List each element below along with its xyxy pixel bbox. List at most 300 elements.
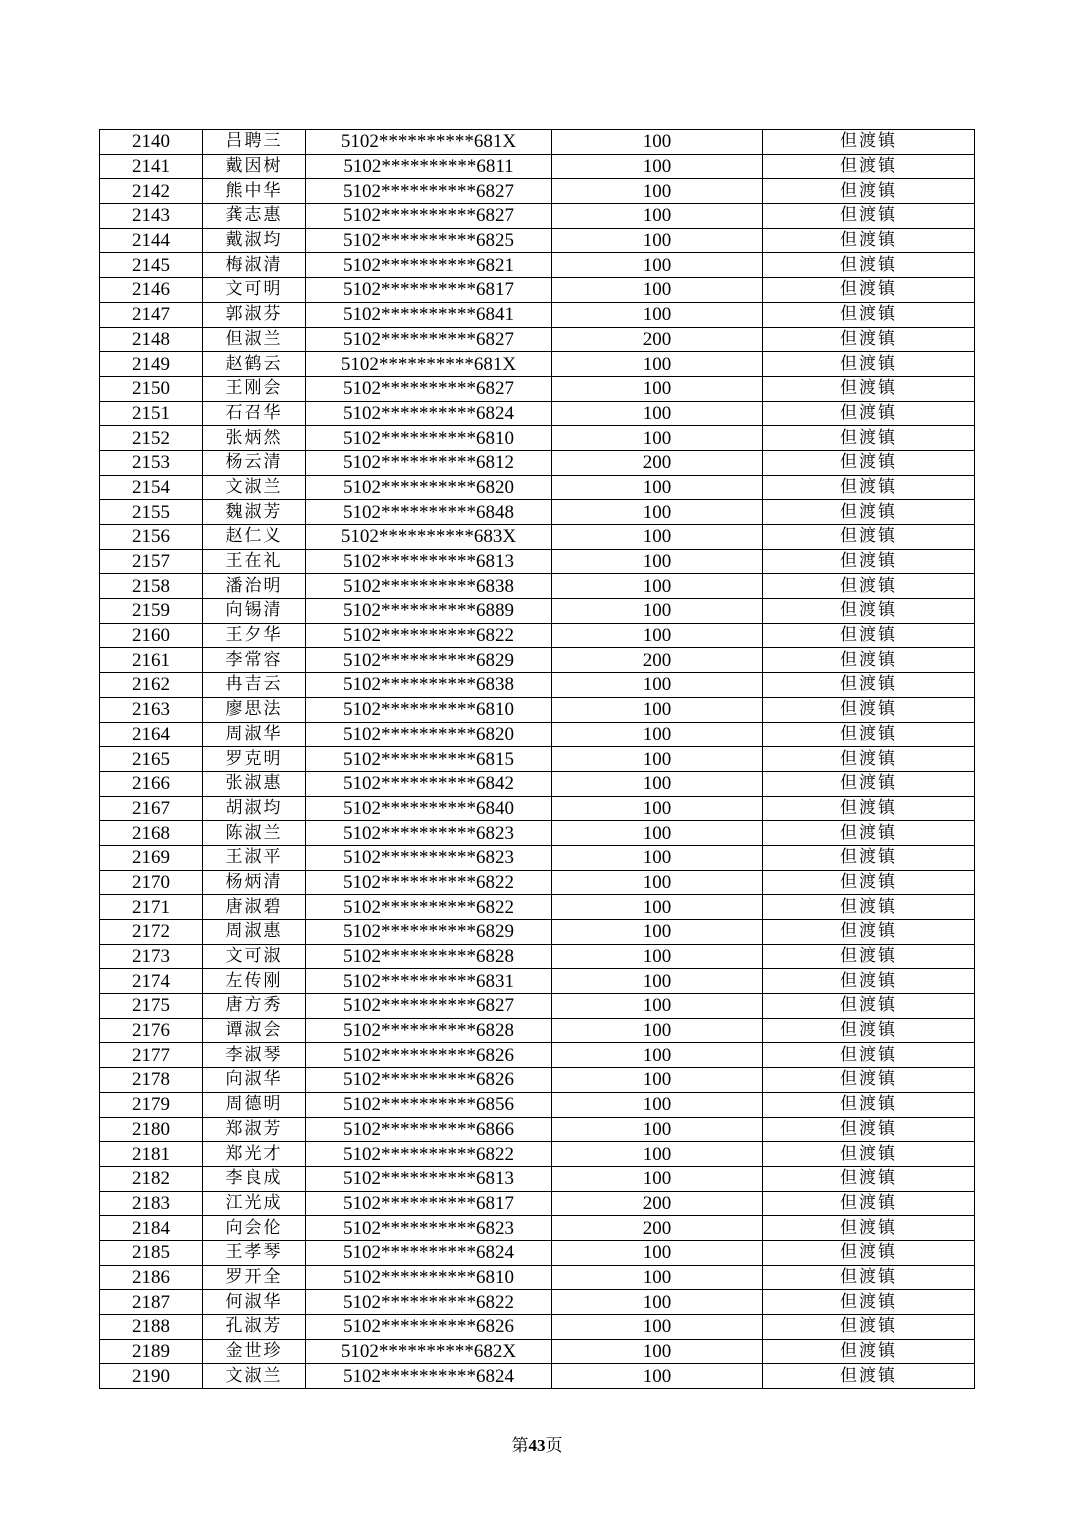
cell-town: 但渡镇 bbox=[763, 969, 975, 994]
table-row bbox=[100, 327, 975, 352]
cell-amount: 100 bbox=[552, 1339, 763, 1364]
cell-name: 周淑华 bbox=[203, 722, 306, 747]
cell-name: 赵鹤云 bbox=[203, 352, 306, 377]
cell-name: 冉吉云 bbox=[203, 673, 306, 698]
cell-number: 2187 bbox=[100, 1290, 203, 1315]
cell-town: 但渡镇 bbox=[763, 821, 975, 846]
table-row bbox=[100, 253, 975, 278]
cell-amount: 200 bbox=[552, 1216, 763, 1241]
page-number: 43 bbox=[528, 1436, 546, 1455]
cell-id-number: 5102**********6817 bbox=[306, 278, 552, 303]
table-row bbox=[100, 1364, 975, 1389]
cell-id-number: 5102**********6823 bbox=[306, 1216, 552, 1241]
table-row bbox=[100, 204, 975, 229]
cell-id-number: 5102**********6822 bbox=[306, 1290, 552, 1315]
cell-name: 罗克明 bbox=[203, 747, 306, 772]
cell-id-number: 5102**********6829 bbox=[306, 648, 552, 673]
cell-name: 孔淑芳 bbox=[203, 1315, 306, 1340]
cell-number: 2151 bbox=[100, 401, 203, 426]
cell-town: 但渡镇 bbox=[763, 870, 975, 895]
cell-town: 但渡镇 bbox=[763, 747, 975, 772]
table-row bbox=[100, 179, 975, 204]
cell-number: 2179 bbox=[100, 1092, 203, 1117]
cell-town: 但渡镇 bbox=[763, 130, 975, 155]
cell-town: 但渡镇 bbox=[763, 500, 975, 525]
cell-amount: 100 bbox=[552, 1092, 763, 1117]
cell-number: 2159 bbox=[100, 599, 203, 624]
cell-number: 2163 bbox=[100, 697, 203, 722]
cell-id-number: 5102**********6822 bbox=[306, 870, 552, 895]
cell-number: 2140 bbox=[100, 130, 203, 155]
cell-town: 但渡镇 bbox=[763, 1191, 975, 1216]
cell-id-number: 5102**********6856 bbox=[306, 1092, 552, 1117]
cell-town: 但渡镇 bbox=[763, 697, 975, 722]
cell-amount: 100 bbox=[552, 130, 763, 155]
cell-number: 2173 bbox=[100, 944, 203, 969]
cell-amount: 100 bbox=[552, 154, 763, 179]
cell-number: 2165 bbox=[100, 747, 203, 772]
cell-town: 但渡镇 bbox=[763, 1018, 975, 1043]
cell-name: 熊中华 bbox=[203, 179, 306, 204]
cell-amount: 100 bbox=[552, 525, 763, 550]
cell-id-number: 5102**********6826 bbox=[306, 1068, 552, 1093]
table-row bbox=[100, 1043, 975, 1068]
cell-amount: 100 bbox=[552, 1018, 763, 1043]
cell-amount: 200 bbox=[552, 648, 763, 673]
table-row bbox=[100, 1018, 975, 1043]
cell-town: 但渡镇 bbox=[763, 920, 975, 945]
cell-name: 江光成 bbox=[203, 1191, 306, 1216]
table-row bbox=[100, 426, 975, 451]
cell-name: 石召华 bbox=[203, 401, 306, 426]
cell-town: 但渡镇 bbox=[763, 599, 975, 624]
cell-town: 但渡镇 bbox=[763, 426, 975, 451]
cell-number: 2180 bbox=[100, 1117, 203, 1142]
table-row bbox=[100, 599, 975, 624]
cell-amount: 100 bbox=[552, 574, 763, 599]
cell-number: 2188 bbox=[100, 1315, 203, 1340]
cell-amount: 100 bbox=[552, 920, 763, 945]
cell-amount: 100 bbox=[552, 426, 763, 451]
cell-id-number: 5102**********6866 bbox=[306, 1117, 552, 1142]
cell-town: 但渡镇 bbox=[763, 525, 975, 550]
cell-amount: 100 bbox=[552, 821, 763, 846]
cell-name: 何淑华 bbox=[203, 1290, 306, 1315]
cell-name: 廖思法 bbox=[203, 697, 306, 722]
table-row bbox=[100, 1092, 975, 1117]
cell-number: 2143 bbox=[100, 204, 203, 229]
cell-number: 2148 bbox=[100, 327, 203, 352]
cell-town: 但渡镇 bbox=[763, 1043, 975, 1068]
cell-amount: 100 bbox=[552, 673, 763, 698]
cell-number: 2189 bbox=[100, 1339, 203, 1364]
cell-id-number: 5102**********6824 bbox=[306, 1364, 552, 1389]
table-row bbox=[100, 821, 975, 846]
cell-name: 戴淑均 bbox=[203, 228, 306, 253]
cell-amount: 100 bbox=[552, 771, 763, 796]
cell-id-number: 5102**********6889 bbox=[306, 599, 552, 624]
table-row bbox=[100, 376, 975, 401]
cell-number: 2174 bbox=[100, 969, 203, 994]
cell-amount: 100 bbox=[552, 944, 763, 969]
cell-id-number: 5102**********6823 bbox=[306, 821, 552, 846]
cell-number: 2185 bbox=[100, 1240, 203, 1265]
cell-id-number: 5102**********683X bbox=[306, 525, 552, 550]
table-row bbox=[100, 1290, 975, 1315]
cell-id-number: 5102**********6831 bbox=[306, 969, 552, 994]
cell-amount: 100 bbox=[552, 1117, 763, 1142]
cell-town: 但渡镇 bbox=[763, 376, 975, 401]
cell-id-number: 5102**********6841 bbox=[306, 302, 552, 327]
cell-name: 周德明 bbox=[203, 1092, 306, 1117]
cell-number: 2172 bbox=[100, 920, 203, 945]
cell-town: 但渡镇 bbox=[763, 228, 975, 253]
cell-town: 但渡镇 bbox=[763, 574, 975, 599]
cell-name: 王夕华 bbox=[203, 623, 306, 648]
cell-town: 但渡镇 bbox=[763, 253, 975, 278]
cell-id-number: 5102**********6829 bbox=[306, 920, 552, 945]
cell-amount: 100 bbox=[552, 401, 763, 426]
table-row bbox=[100, 401, 975, 426]
cell-amount: 100 bbox=[552, 796, 763, 821]
cell-number: 2161 bbox=[100, 648, 203, 673]
cell-id-number: 5102**********6826 bbox=[306, 1043, 552, 1068]
cell-number: 2170 bbox=[100, 870, 203, 895]
cell-town: 但渡镇 bbox=[763, 1364, 975, 1389]
table-row bbox=[100, 1068, 975, 1093]
table-row bbox=[100, 771, 975, 796]
cell-amount: 100 bbox=[552, 302, 763, 327]
cell-amount: 100 bbox=[552, 994, 763, 1019]
cell-name: 唐方秀 bbox=[203, 994, 306, 1019]
table-row bbox=[100, 920, 975, 945]
table-row bbox=[100, 1265, 975, 1290]
table-row bbox=[100, 525, 975, 550]
cell-town: 但渡镇 bbox=[763, 302, 975, 327]
cell-id-number: 5102**********6821 bbox=[306, 253, 552, 278]
cell-amount: 100 bbox=[552, 1142, 763, 1167]
table-row bbox=[100, 549, 975, 574]
table-row bbox=[100, 1216, 975, 1241]
cell-town: 但渡镇 bbox=[763, 1142, 975, 1167]
cell-name: 向会伦 bbox=[203, 1216, 306, 1241]
cell-name: 龚志惠 bbox=[203, 204, 306, 229]
cell-number: 2176 bbox=[100, 1018, 203, 1043]
cell-name: 梅淑清 bbox=[203, 253, 306, 278]
cell-amount: 100 bbox=[552, 623, 763, 648]
cell-amount: 100 bbox=[552, 352, 763, 377]
cell-amount: 100 bbox=[552, 599, 763, 624]
cell-amount: 100 bbox=[552, 895, 763, 920]
table-body bbox=[100, 130, 975, 1389]
cell-town: 但渡镇 bbox=[763, 1166, 975, 1191]
cell-name: 吕聘三 bbox=[203, 130, 306, 155]
cell-id-number: 5102**********6812 bbox=[306, 450, 552, 475]
cell-amount: 100 bbox=[552, 500, 763, 525]
cell-amount: 100 bbox=[552, 697, 763, 722]
cell-id-number: 5102**********6826 bbox=[306, 1315, 552, 1340]
cell-amount: 100 bbox=[552, 969, 763, 994]
cell-amount: 100 bbox=[552, 1240, 763, 1265]
cell-name: 戴因树 bbox=[203, 154, 306, 179]
cell-number: 2157 bbox=[100, 549, 203, 574]
cell-name: 谭淑会 bbox=[203, 1018, 306, 1043]
cell-name: 王孝琴 bbox=[203, 1240, 306, 1265]
cell-town: 但渡镇 bbox=[763, 673, 975, 698]
table-row bbox=[100, 944, 975, 969]
cell-town: 但渡镇 bbox=[763, 549, 975, 574]
cell-town: 但渡镇 bbox=[763, 204, 975, 229]
cell-id-number: 5102**********6824 bbox=[306, 1240, 552, 1265]
cell-amount: 100 bbox=[552, 228, 763, 253]
cell-number: 2181 bbox=[100, 1142, 203, 1167]
cell-town: 但渡镇 bbox=[763, 450, 975, 475]
cell-amount: 100 bbox=[552, 722, 763, 747]
cell-name: 文可明 bbox=[203, 278, 306, 303]
table-row bbox=[100, 697, 975, 722]
cell-number: 2162 bbox=[100, 673, 203, 698]
cell-amount: 100 bbox=[552, 475, 763, 500]
table-row bbox=[100, 994, 975, 1019]
cell-town: 但渡镇 bbox=[763, 1265, 975, 1290]
cell-name: 向淑华 bbox=[203, 1068, 306, 1093]
cell-name: 郑光才 bbox=[203, 1142, 306, 1167]
cell-id-number: 5102**********6817 bbox=[306, 1191, 552, 1216]
cell-id-number: 5102**********681X bbox=[306, 130, 552, 155]
cell-name: 文淑兰 bbox=[203, 475, 306, 500]
cell-number: 2167 bbox=[100, 796, 203, 821]
cell-id-number: 5102**********6820 bbox=[306, 722, 552, 747]
table-row bbox=[100, 1166, 975, 1191]
cell-town: 但渡镇 bbox=[763, 401, 975, 426]
cell-number: 2186 bbox=[100, 1265, 203, 1290]
cell-id-number: 5102**********6820 bbox=[306, 475, 552, 500]
cell-number: 2154 bbox=[100, 475, 203, 500]
cell-id-number: 5102**********6811 bbox=[306, 154, 552, 179]
cell-number: 2158 bbox=[100, 574, 203, 599]
cell-id-number: 5102**********6813 bbox=[306, 1166, 552, 1191]
cell-amount: 100 bbox=[552, 1265, 763, 1290]
cell-number: 2164 bbox=[100, 722, 203, 747]
cell-town: 但渡镇 bbox=[763, 845, 975, 870]
cell-town: 但渡镇 bbox=[763, 944, 975, 969]
data-table bbox=[99, 129, 975, 1389]
cell-amount: 200 bbox=[552, 1191, 763, 1216]
cell-number: 2171 bbox=[100, 895, 203, 920]
cell-amount: 100 bbox=[552, 376, 763, 401]
cell-town: 但渡镇 bbox=[763, 1092, 975, 1117]
cell-id-number: 5102**********6827 bbox=[306, 327, 552, 352]
table-row bbox=[100, 1117, 975, 1142]
cell-amount: 100 bbox=[552, 845, 763, 870]
cell-id-number: 5102**********6825 bbox=[306, 228, 552, 253]
cell-town: 但渡镇 bbox=[763, 722, 975, 747]
cell-amount: 100 bbox=[552, 549, 763, 574]
cell-name: 陈淑兰 bbox=[203, 821, 306, 846]
cell-amount: 100 bbox=[552, 747, 763, 772]
cell-number: 2178 bbox=[100, 1068, 203, 1093]
cell-amount: 100 bbox=[552, 1068, 763, 1093]
cell-name: 张淑惠 bbox=[203, 771, 306, 796]
cell-name: 郭淑芬 bbox=[203, 302, 306, 327]
cell-id-number: 5102**********6824 bbox=[306, 401, 552, 426]
cell-number: 2147 bbox=[100, 302, 203, 327]
table-row bbox=[100, 302, 975, 327]
cell-town: 但渡镇 bbox=[763, 1216, 975, 1241]
table-row bbox=[100, 278, 975, 303]
cell-name: 赵仁义 bbox=[203, 525, 306, 550]
cell-amount: 100 bbox=[552, 1290, 763, 1315]
cell-name: 李常容 bbox=[203, 648, 306, 673]
cell-town: 但渡镇 bbox=[763, 154, 975, 179]
cell-id-number: 5102**********6813 bbox=[306, 549, 552, 574]
cell-amount: 100 bbox=[552, 179, 763, 204]
table-row bbox=[100, 450, 975, 475]
cell-name: 王淑平 bbox=[203, 845, 306, 870]
table-row bbox=[100, 154, 975, 179]
table-row bbox=[100, 352, 975, 377]
cell-amount: 200 bbox=[552, 450, 763, 475]
cell-amount: 200 bbox=[552, 327, 763, 352]
table-row bbox=[100, 870, 975, 895]
cell-number: 2184 bbox=[100, 1216, 203, 1241]
cell-town: 但渡镇 bbox=[763, 327, 975, 352]
cell-name: 胡淑均 bbox=[203, 796, 306, 821]
cell-town: 但渡镇 bbox=[763, 1240, 975, 1265]
cell-id-number: 5102**********6828 bbox=[306, 1018, 552, 1043]
table-row bbox=[100, 1315, 975, 1340]
cell-name: 杨云清 bbox=[203, 450, 306, 475]
cell-id-number: 5102**********6822 bbox=[306, 623, 552, 648]
cell-number: 2156 bbox=[100, 525, 203, 550]
cell-town: 但渡镇 bbox=[763, 796, 975, 821]
cell-name: 唐淑碧 bbox=[203, 895, 306, 920]
cell-name: 金世珍 bbox=[203, 1339, 306, 1364]
table-row bbox=[100, 574, 975, 599]
footer-prefix: 第 bbox=[511, 1436, 529, 1456]
cell-id-number: 5102**********6840 bbox=[306, 796, 552, 821]
cell-id-number: 5102**********6827 bbox=[306, 179, 552, 204]
cell-name: 罗开全 bbox=[203, 1265, 306, 1290]
table-row bbox=[100, 845, 975, 870]
cell-amount: 100 bbox=[552, 870, 763, 895]
cell-id-number: 5102**********6828 bbox=[306, 944, 552, 969]
cell-name: 但淑兰 bbox=[203, 327, 306, 352]
cell-number: 2182 bbox=[100, 1166, 203, 1191]
cell-id-number: 5102**********6842 bbox=[306, 771, 552, 796]
footer-suffix: 页 bbox=[545, 1436, 563, 1456]
page-footer bbox=[0, 1431, 1074, 1456]
cell-number: 2153 bbox=[100, 450, 203, 475]
table-row bbox=[100, 1191, 975, 1216]
cell-amount: 100 bbox=[552, 204, 763, 229]
cell-number: 2155 bbox=[100, 500, 203, 525]
cell-id-number: 5102**********6848 bbox=[306, 500, 552, 525]
cell-number: 2142 bbox=[100, 179, 203, 204]
cell-town: 但渡镇 bbox=[763, 994, 975, 1019]
table-row bbox=[100, 673, 975, 698]
cell-town: 但渡镇 bbox=[763, 278, 975, 303]
table-row bbox=[100, 1142, 975, 1167]
cell-town: 但渡镇 bbox=[763, 623, 975, 648]
cell-number: 2141 bbox=[100, 154, 203, 179]
cell-number: 2160 bbox=[100, 623, 203, 648]
cell-amount: 100 bbox=[552, 253, 763, 278]
cell-number: 2177 bbox=[100, 1043, 203, 1068]
table-row bbox=[100, 228, 975, 253]
table-row bbox=[100, 500, 975, 525]
cell-id-number: 5102**********6822 bbox=[306, 895, 552, 920]
cell-town: 但渡镇 bbox=[763, 1290, 975, 1315]
cell-id-number: 5102**********6810 bbox=[306, 426, 552, 451]
cell-name: 文淑兰 bbox=[203, 1364, 306, 1389]
cell-name: 向锡清 bbox=[203, 599, 306, 624]
cell-name: 郑淑芳 bbox=[203, 1117, 306, 1142]
cell-name: 李良成 bbox=[203, 1166, 306, 1191]
cell-id-number: 5102**********6827 bbox=[306, 376, 552, 401]
cell-number: 2144 bbox=[100, 228, 203, 253]
cell-town: 但渡镇 bbox=[763, 895, 975, 920]
table-row bbox=[100, 130, 975, 155]
cell-id-number: 5102**********6822 bbox=[306, 1142, 552, 1167]
cell-id-number: 5102**********6823 bbox=[306, 845, 552, 870]
cell-number: 2169 bbox=[100, 845, 203, 870]
table-row bbox=[100, 623, 975, 648]
cell-id-number: 5102**********6815 bbox=[306, 747, 552, 772]
cell-town: 但渡镇 bbox=[763, 1339, 975, 1364]
cell-name: 潘治明 bbox=[203, 574, 306, 599]
cell-id-number: 5102**********6827 bbox=[306, 204, 552, 229]
cell-number: 2175 bbox=[100, 994, 203, 1019]
cell-name: 文可淑 bbox=[203, 944, 306, 969]
table-row bbox=[100, 1339, 975, 1364]
cell-town: 但渡镇 bbox=[763, 352, 975, 377]
cell-id-number: 5102**********6810 bbox=[306, 697, 552, 722]
cell-number: 2150 bbox=[100, 376, 203, 401]
cell-number: 2166 bbox=[100, 771, 203, 796]
table-row bbox=[100, 969, 975, 994]
cell-name: 李淑琴 bbox=[203, 1043, 306, 1068]
cell-id-number: 5102**********6810 bbox=[306, 1265, 552, 1290]
table-row bbox=[100, 747, 975, 772]
table-row bbox=[100, 895, 975, 920]
cell-town: 但渡镇 bbox=[763, 771, 975, 796]
cell-name: 魏淑芳 bbox=[203, 500, 306, 525]
cell-id-number: 5102**********6838 bbox=[306, 673, 552, 698]
cell-town: 但渡镇 bbox=[763, 1068, 975, 1093]
cell-town: 但渡镇 bbox=[763, 1315, 975, 1340]
cell-name: 王刚会 bbox=[203, 376, 306, 401]
cell-name: 王在礼 bbox=[203, 549, 306, 574]
table-row bbox=[100, 722, 975, 747]
table-row bbox=[100, 648, 975, 673]
cell-amount: 100 bbox=[552, 1315, 763, 1340]
cell-name: 周淑惠 bbox=[203, 920, 306, 945]
cell-id-number: 5102**********681X bbox=[306, 352, 552, 377]
cell-town: 但渡镇 bbox=[763, 648, 975, 673]
cell-number: 2168 bbox=[100, 821, 203, 846]
cell-id-number: 5102**********6838 bbox=[306, 574, 552, 599]
cell-name: 张炳然 bbox=[203, 426, 306, 451]
cell-number: 2149 bbox=[100, 352, 203, 377]
cell-id-number: 5102**********682X bbox=[306, 1339, 552, 1364]
table-row bbox=[100, 475, 975, 500]
cell-number: 2152 bbox=[100, 426, 203, 451]
cell-number: 2190 bbox=[100, 1364, 203, 1389]
cell-number: 2145 bbox=[100, 253, 203, 278]
table-row bbox=[100, 1240, 975, 1265]
cell-id-number: 5102**********6827 bbox=[306, 994, 552, 1019]
